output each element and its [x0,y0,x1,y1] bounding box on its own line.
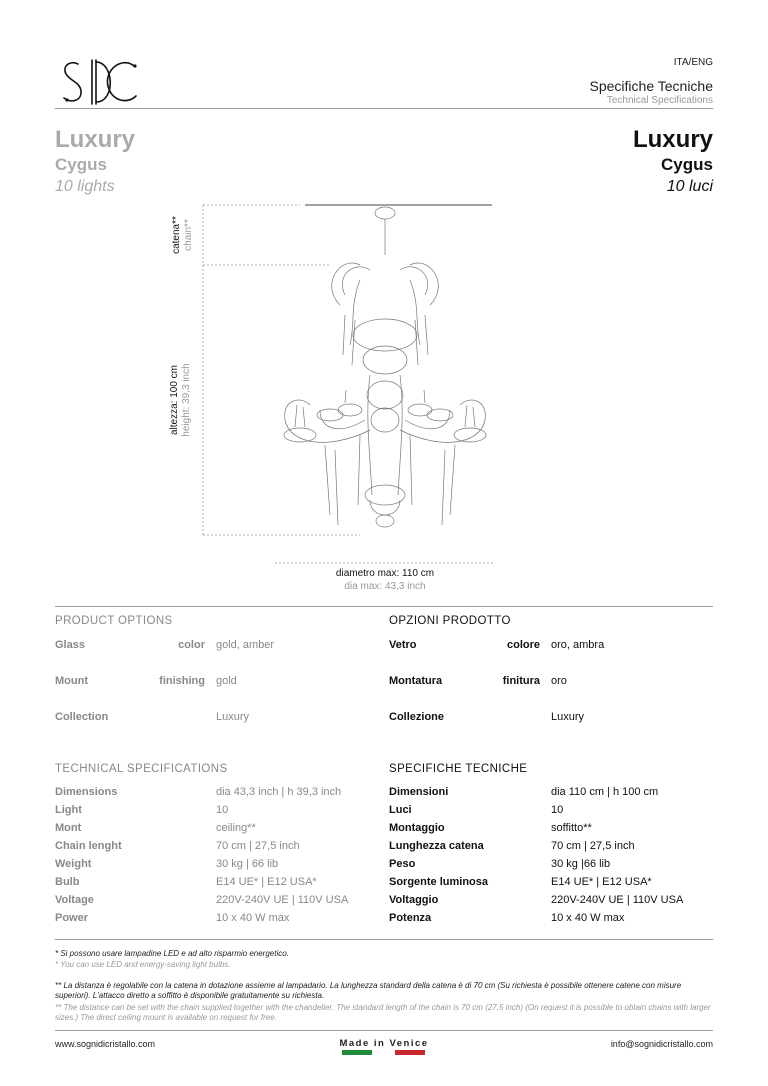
option-value: oro [551,675,567,687]
option-label: Collezione [389,711,445,723]
option-value: oro, ambra [551,639,605,651]
spec-label: Lunghezza catena [389,840,484,852]
spec-value: 10 [216,804,229,816]
website-link[interactable]: www.sognidicristallo.com [55,1039,156,1049]
spec-label: Montaggio [389,822,445,834]
option-value: Luxury [216,711,250,723]
diameter-label-it: diametro max: 110 cm [335,568,435,579]
spec-value: 30 kg | 66 lib [216,858,279,870]
opzioni-prodotto-heading: OPZIONI PRODOTTO [389,615,511,627]
spec-label: Potenza [389,912,432,924]
footnote-1-it: * Si possono usare lampadine LED e ad alto risparmio energetico. [55,949,289,958]
spec-value: E14 UE* | E12 USA* [216,876,317,888]
spec-value: soffitto** [551,822,592,834]
product-model-it: Cygus [661,155,713,174]
bottom-divider [55,1030,713,1031]
spec-label: Light [55,804,82,816]
spec-label: Voltage [55,894,94,906]
spec-label: Luci [389,804,412,816]
option-attr: finishing [159,675,205,687]
footnote-1-en: * You can use LED and energy-saving light bulbs. [55,960,231,969]
header-divider [55,108,713,109]
spec-value: 220V-240V UE | 110V USA [216,894,349,906]
options-divider [55,606,713,607]
footnote-2-it: ** La distanza è regolabile con la catena in dotazione assieme al lampadario. La lunghezza standard della catena è di 70 cm (Su richiesta è possibile ottenere catene con misure superiori). L'attacco diretto a soffitto è disponibile gratuitamente su richiesta. [55,981,682,1000]
flag-green-bar [342,1050,372,1055]
spec-value: 10 x 40 W max [551,912,625,924]
height-label-it-text: altezza: 100 cm [169,364,180,436]
spec-label: Dimensions [55,786,118,798]
height-label-en-text: height: 39,3 inch [181,363,192,437]
chain-label-en-text: chain** [183,219,194,251]
spec-value: 30 kg |66 lib [551,858,611,870]
product-options-heading: PRODUCT OPTIONS [55,615,173,627]
product-name-en: Luxury [55,126,136,153]
footnotes-divider [55,939,713,940]
spec-value: dia 43,3 inch | h 39,3 inch [216,786,342,798]
spec-label: Power [55,912,89,924]
spec-label: Bulb [55,876,80,888]
tech-specs-heading: TECHNICAL SPECIFICATIONS [55,763,228,775]
spec-label: Voltaggio [389,894,439,906]
chain-label-en [183,205,197,265]
option-label: Montatura [389,675,443,687]
chandelier-drawing [0,195,768,575]
option-attr: colore [506,639,540,651]
product-lights-it: 10 luci [666,178,713,195]
chain-label-it: catena** [171,216,182,254]
language-label: ITA/ENG [673,57,713,68]
spec-value: dia 110 cm | h 100 cm [551,786,659,798]
option-value: Luxury [551,711,585,723]
option-value: gold, amber [216,639,275,651]
specifiche-tecniche-heading: SPECIFICHE TECNICHE [389,763,528,775]
product-name-it: Luxury [632,126,713,153]
option-label: Glass [55,639,85,651]
option-label: Collection [55,711,109,723]
spec-value: 10 x 40 W max [216,912,290,924]
spec-title-it: Specifiche Tecniche [589,78,713,94]
height-label-en [181,350,195,450]
email-link[interactable]: info@sognidicristallo.com [610,1039,713,1049]
option-label: Mount [55,675,88,687]
spec-value: E14 UE* | E12 USA* [551,876,652,888]
diameter-label-en: dia max: 43,3 inch [344,581,426,592]
spec-value: ceiling** [216,822,256,834]
spec-label: Peso [389,858,416,870]
spec-label: Dimensioni [389,786,449,798]
brand-logo [60,56,140,108]
flag-red-bar [395,1050,425,1055]
spec-label: Sorgente luminosa [389,876,489,888]
product-lights-en: 10 lights [55,178,115,195]
made-in-venice: Made in Venice [339,1038,429,1049]
spec-label: Chain lenght [55,840,122,852]
spec-value: 70 cm | 27,5 inch [216,840,300,852]
spec-title-en: Technical Specifications [606,95,713,106]
spec-value: 220V-240V UE | 110V USA [551,894,684,906]
option-attr: finitura [502,675,540,687]
option-value: gold [216,675,237,687]
option-label: Vetro [389,639,417,651]
spec-value: 70 cm | 27,5 inch [551,840,635,852]
spec-value: 10 [551,804,564,816]
spec-label: Weight [55,858,92,870]
product-model-en: Cygus [55,155,107,174]
spec-label: Mont [55,822,82,834]
footnote-2-en: ** The distance can be set with the chain supplied together with the chandelier. The standard length of the chain is 70 cm (27,5 inch) (On request it is possible to obtain chains with larger sizes.) The direct ceiling mount is available on request for free. [55,1003,711,1022]
option-attr: color [178,639,205,651]
